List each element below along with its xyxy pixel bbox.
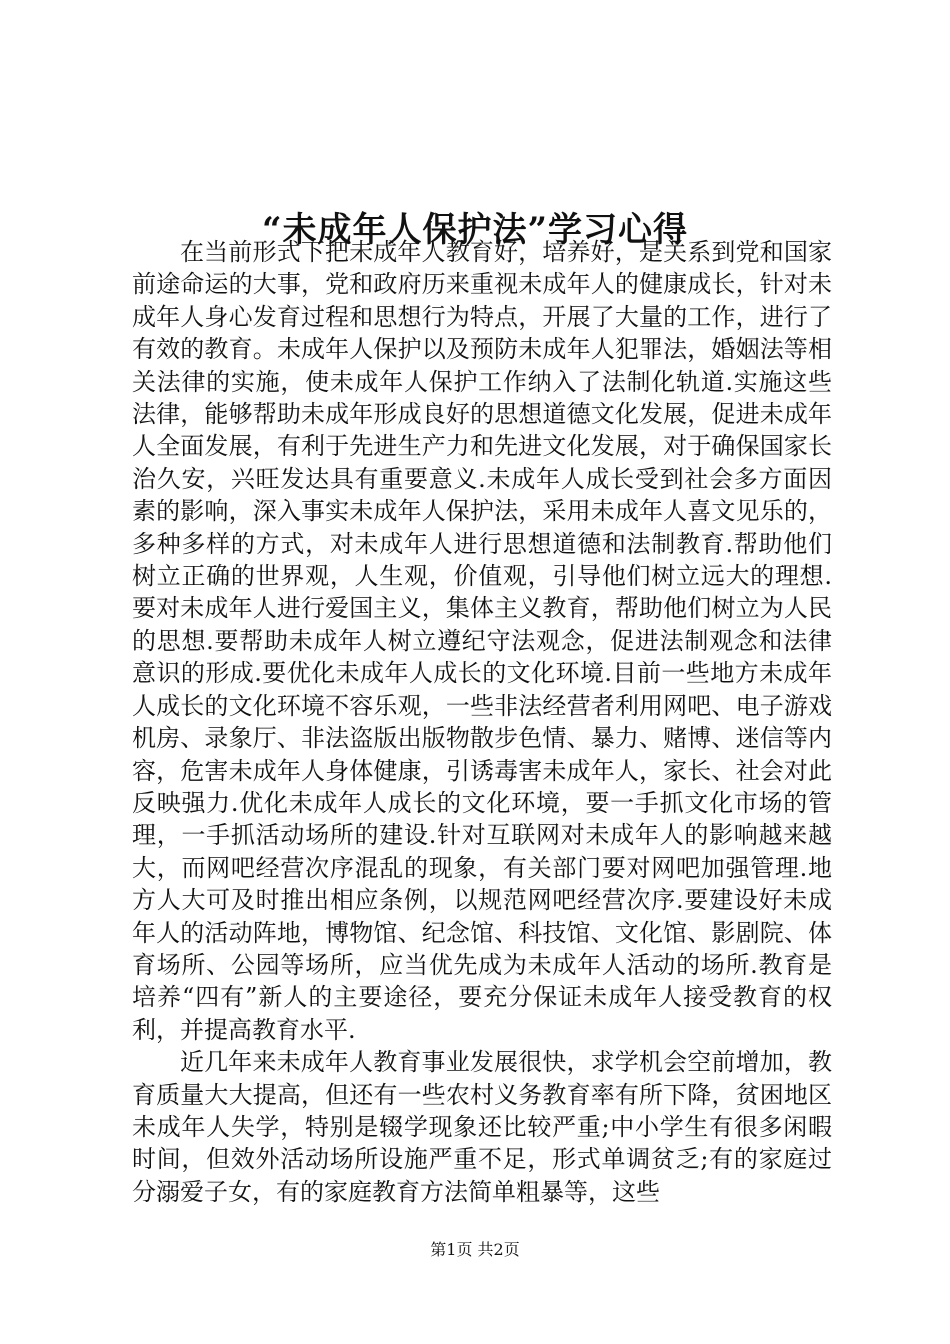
document-body	[132, 236, 832, 1208]
page-footer: 第1页 共2页	[430, 1240, 520, 1259]
document-title: “未成年人保护法”学习心得	[261, 209, 689, 250]
paragraph-1: 在当前形式下把未成年人教育好，培养好，是关系到党和国家前途命运的大事，党和政府历来重视未成年人的健康成长，针对未成年人身心发育过程和思想行为特点，开展了大量的工作，进行了有效的教育。未成年人保护以及预防未成年人犯罪法，婚姻法等相关法律的实施，使未成年人保护工作纳入了法制化轨道.实施这些法律，能够帮助未成年形成良好的思想道德文化发展，促进未成年人全面发展，有利于先进生产力和先进文化发展，对于确保国家长治久安，兴旺发达具有重要意义.未成年人成长受到社会多方面因素的影响，深入事实未成年人保护法，采用未成年人喜文见乐的，多种多样的方式，对未成年人进行思想道德和法制教育.帮助他们树立正确的世界观，人生观，价值观，引导他们树立远大的理想.要对未成年人进行爱国主义，集体主义教育，帮助他们树立为人民的思想.要帮助未成年人树立遵纪守法观念，促进法制观念和法律意识的形成.要优化未成年人成长的文化环境.目前一些地方未成年人成长的文化环境不容乐观，一些非法经营者利用网吧、电子游戏机房、录象厅、非法盗版出版物散步色情、暴力、赌博、迷信等内容，危害未成年人身体健康，引诱毒害未成年人，家长、社会对此反映强力.优化未成年人成长的文化环境，要一手抓文化市场的管理，一手抓活动场所的建设.针对互联网对未成年人的影响越来越大，而网吧经营次序混乱的现象，有关部门要对网吧加强管理.地方人大可及时推出相应条例，以规范网吧经营次序.要建设好未成年人的活动阵地，博物馆、纪念馆、科技馆、文化馆、影剧院、体育场所、公园等场所，应当优先成为未成年人活动的场所.教育是培养“四有”新人的主要途径，要充分保证未成年人接受教育的权利，并提高教育水平.	[132, 238, 832, 1044]
paragraph-2: 近几年来未成年人教育事业发展很快，求学机会空前增加，教育质量大大提高，但还有一些农村义务教育率有所下降，贫困地区未成年人失学，特别是辍学现象还比较严重;中小学生有很多闲暇时间，但效外活动场所设施严重不足，形式单调贫乏;有的家庭过分溺爱子女，有的家庭教育方法简单粗暴等，这些	[132, 1048, 832, 1206]
